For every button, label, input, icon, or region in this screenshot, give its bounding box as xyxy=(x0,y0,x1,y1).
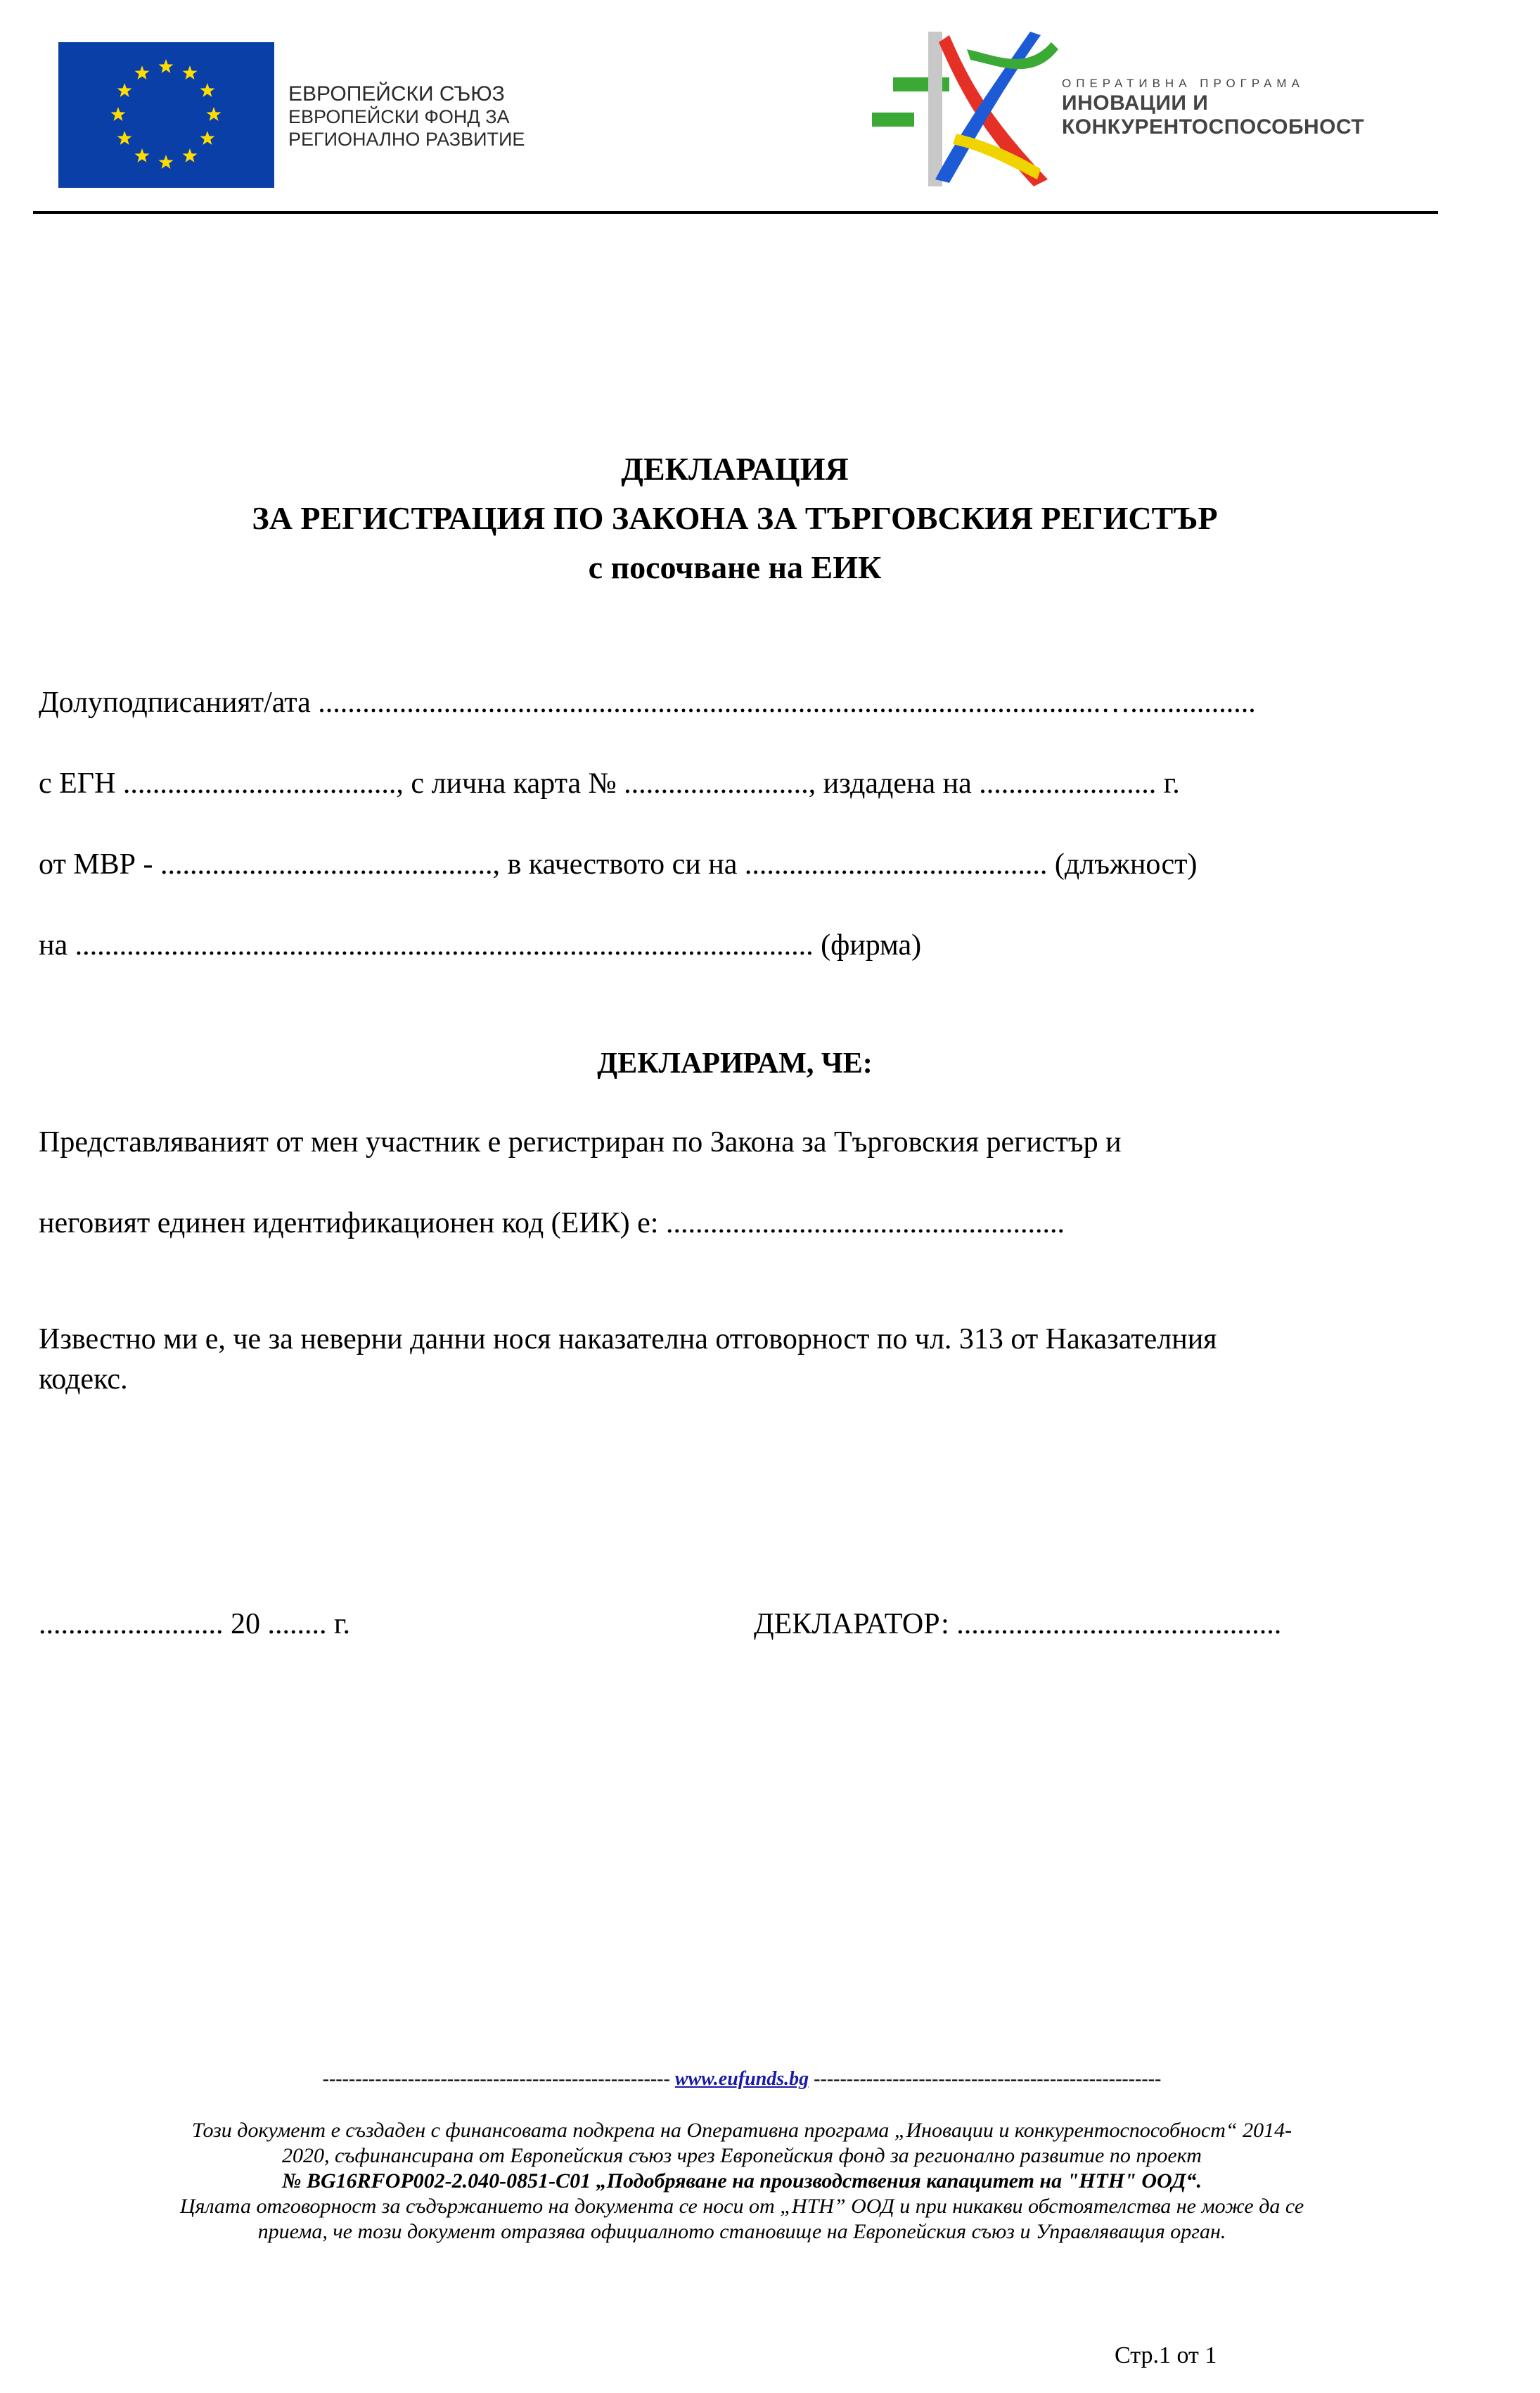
field-position: от МВР - ............................................., в качеството си на ......................................... (длъжност) xyxy=(39,848,1198,881)
eu-fund-label xyxy=(288,83,525,151)
eu-line-2: ЕВРОПЕЙСКИ ФОНД ЗА xyxy=(288,106,510,127)
field-signatory: Долуподписаният/ата ..........................................................................................................…................. xyxy=(39,687,1256,719)
footer-line-2: 2020, съфинансирана от Европейския съюз чрез Европейския фонд за регионално развитие по проект xyxy=(282,2144,1202,2167)
footer-line-5: приема, че този документ отразява официалното становище на Европейския съюз и Управляващия орган. xyxy=(257,2220,1226,2243)
field-id-card: с ЕГН ....................................., с лична карта № ........................., издадена на ........................ г. xyxy=(39,767,1180,800)
liability-line-1: Известно ми е, че за неверни данни нося наказателна отговорност по чл. 313 от Наказателния xyxy=(39,1323,1217,1355)
footer-link-line xyxy=(0,2068,1484,2091)
eufunds-link[interactable]: www.eufunds.bg xyxy=(674,2068,809,2090)
statement-line-2: неговият единен идентификационен код (ЕИК) е: ...................................................... xyxy=(39,1207,1065,1239)
doc-subtitle-2: с посочване на ЕИК xyxy=(588,549,882,585)
op-program-label xyxy=(1062,76,1364,139)
footer-line-3: № BG16RFOP002-2.040-0851-C01 „Подобряване на производствения капацитет на "НТН" ООД“. xyxy=(282,2169,1202,2193)
eu-flag-logo xyxy=(58,42,274,188)
footer-line-1: Този документ е създаден с финансовата подкрепа на Оперативна програма „Иновации и конкурентоспособност“ 2014- xyxy=(191,2119,1292,2142)
header-divider xyxy=(33,211,1438,214)
op-small-label: ОПЕРАТИВНА ПРОГРАМА xyxy=(1062,77,1304,90)
signature-declarator: ДЕКЛАРАТОР: ............................................ xyxy=(754,1608,1282,1640)
field-company: на .................................................................................................... (фирма) xyxy=(39,929,922,962)
op-name-line-2: КОНКУРЕНТОСПОСОБНОСТ xyxy=(1062,115,1365,139)
footer-line-4: Цялата отговорност за съдържанието на документа се носи от „НТН” ООД и при никакви обстоятелства не може да се xyxy=(179,2195,1304,2218)
page-number: Стр.1 от 1 xyxy=(1115,2342,1217,2368)
footer-dashes-left: ----------------------------------------------------- xyxy=(322,2068,675,2090)
eu-line-1: ЕВРОПЕЙСКИ СЪЮЗ xyxy=(288,82,505,106)
statement-line-1: Представляваният от мен участник е регистриран по Закона за Търговския регистър и xyxy=(39,1126,1122,1159)
doc-title: ДЕКЛАРАЦИЯ xyxy=(621,451,849,487)
footer-dashes-right: ----------------------------------------------------- xyxy=(809,2068,1162,2090)
eu-line-3: РЕГИОНАЛНО РАЗВИТИЕ xyxy=(288,129,525,150)
declare-heading: ДЕКЛАРИРАМ, ЧЕ: xyxy=(597,1047,873,1080)
op-name-line-1: ИНОВАЦИИ И xyxy=(1062,91,1209,115)
signature-date: ......................... 20 ........ г. xyxy=(39,1608,350,1640)
liability-line-2: кодекс. xyxy=(39,1363,128,1396)
op-program-logo xyxy=(865,28,1062,190)
doc-subtitle: ЗА РЕГИСТРАЦИЯ ПО ЗАКОНА ЗА ТЪРГОВСКИЯ РЕГИСТЪР xyxy=(252,500,1218,536)
